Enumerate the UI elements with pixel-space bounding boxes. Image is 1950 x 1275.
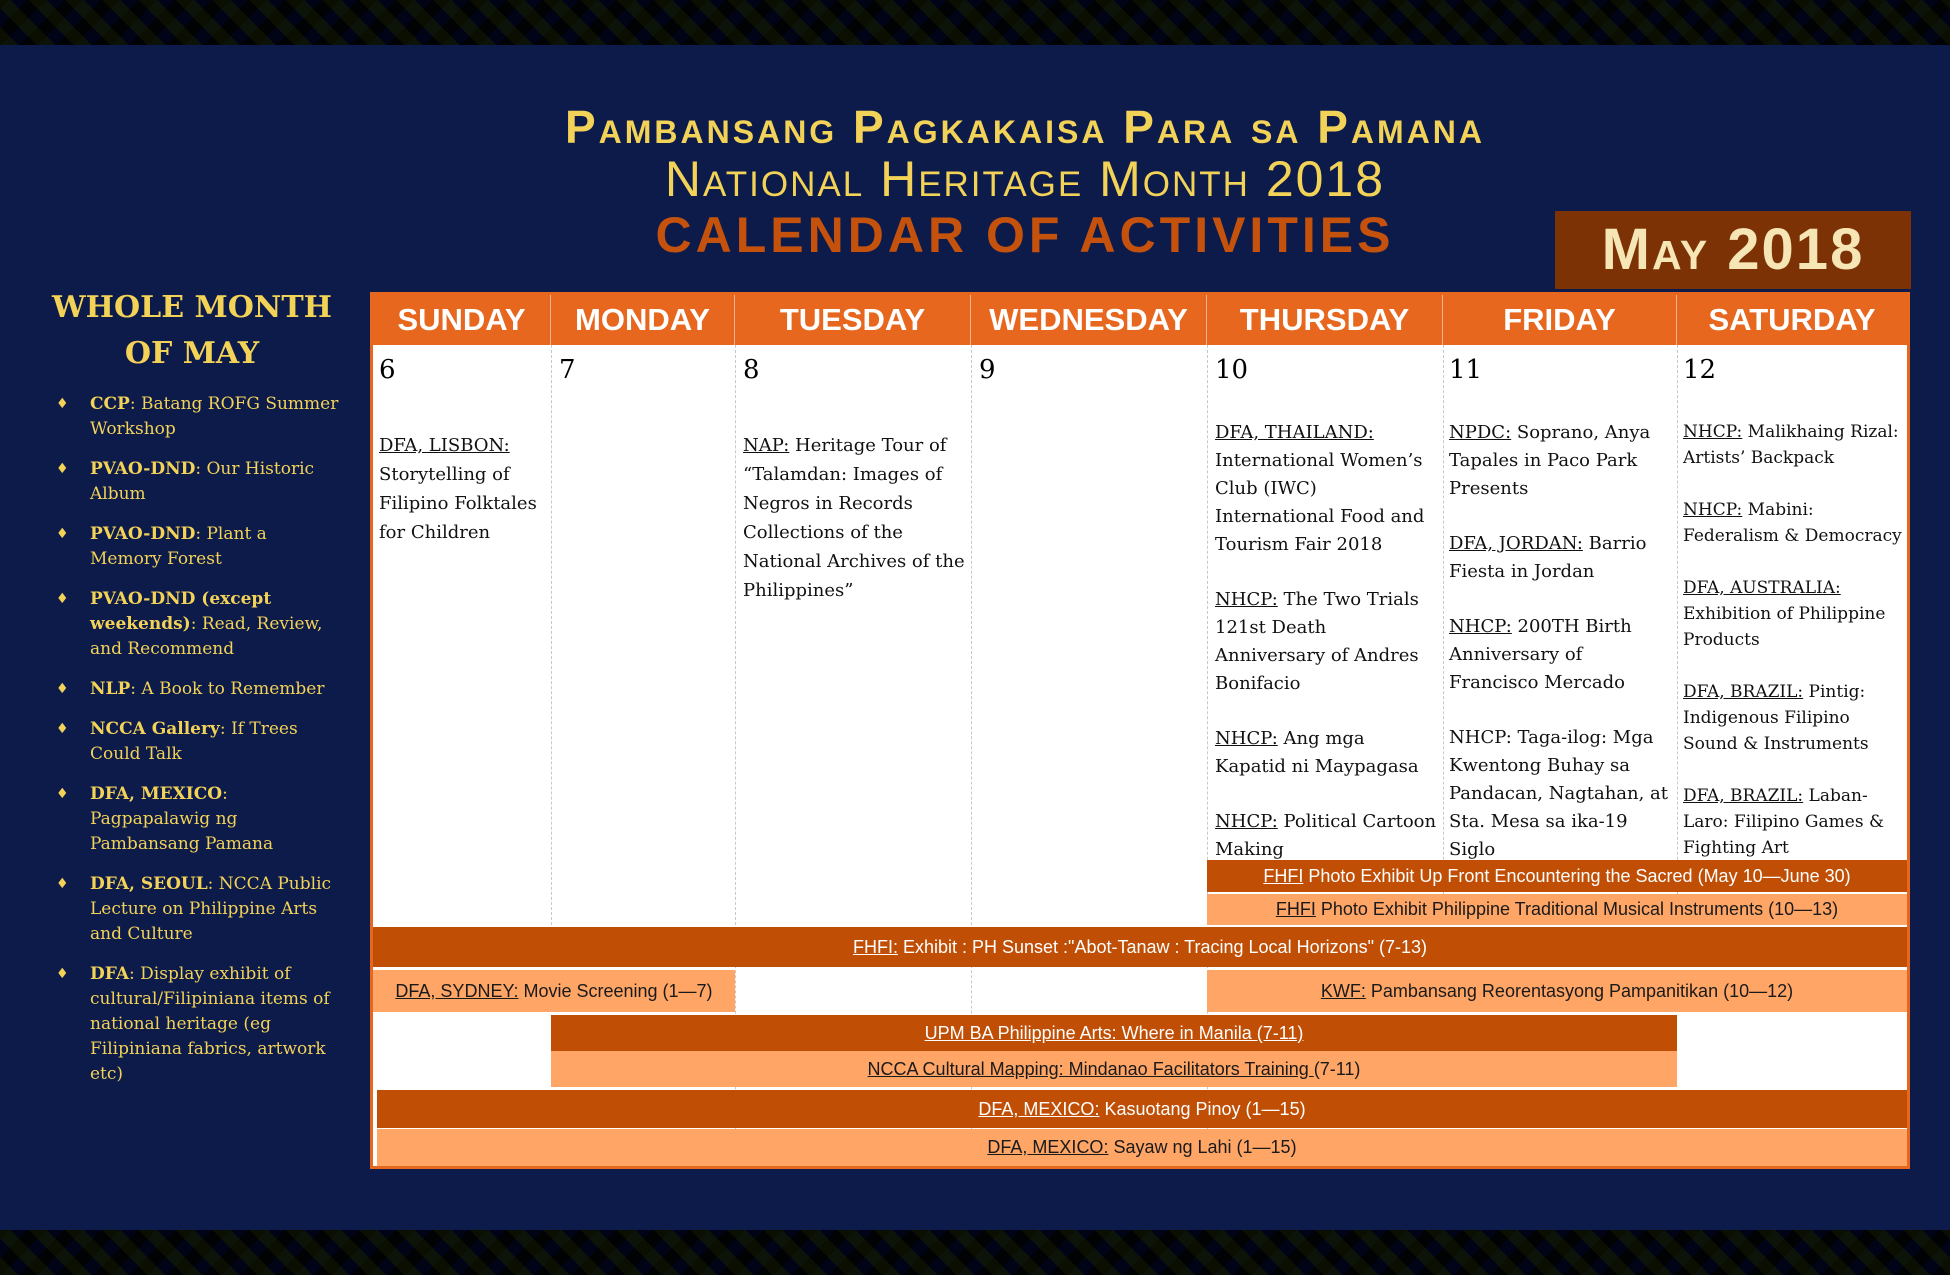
- thursday-events: [1215, 419, 1441, 891]
- date-10: 10: [1215, 355, 1249, 385]
- date-9: 9: [979, 355, 996, 385]
- event-bar-sayaw: DFA, MEXICO: Sayaw ng Lahi (1—15): [377, 1129, 1907, 1166]
- column-divider: [735, 345, 736, 925]
- event-bar-ncca: NCCA Cultural Mapping: Mindanao Facilitators Training (7-11): [551, 1051, 1677, 1087]
- event-item: DFA, THAILAND: International Women’s Club (IWC) International Food and Tourism Fair 2018: [1215, 422, 1425, 555]
- day-header-thursday: THURSDAY: [1207, 295, 1443, 345]
- list-item: ♦ NLP: A Book to Remember: [52, 677, 342, 702]
- calendar-grid: [370, 292, 1910, 1169]
- date-6: 6: [379, 355, 396, 385]
- event-item: NHCP: Ang mga Kapatid ni Maypagasa: [1215, 728, 1419, 777]
- event-item: DFA, BRAZIL: Pintig: Indigenous Filipino Sound & Instruments: [1683, 682, 1869, 754]
- month-label: May 2018: [1555, 211, 1911, 289]
- list-item: ♦ PVAO-DND: Plant a Memory Forest: [52, 522, 342, 572]
- sidebar-title: WHOLE MONTH OF MAY: [51, 290, 332, 371]
- event-item: NHCP: Malikhaing Rizal: Artists’ Backpack: [1683, 422, 1899, 468]
- event-item: NPDC: Soprano, Anya Tapales in Paco Park Presents: [1449, 422, 1651, 499]
- date-8: 8: [743, 355, 760, 385]
- tuesday-events: [743, 431, 969, 632]
- title-filipino: Pambansang Pagkakaisa Para sa Pamana: [564, 101, 1486, 153]
- event-bar-upm: UPM BA Philippine Arts: Where in Manila (7-11): [551, 1015, 1677, 1051]
- sunday-events: [379, 431, 547, 574]
- event-item: NHCP: The Two Trials 121st Death Anniversary of Andres Bonifacio: [1215, 589, 1419, 694]
- list-item: ♦ DFA, SEOUL: NCCA Public Lecture on Philippine Arts and Culture: [52, 872, 342, 947]
- event-bar-sydney: DFA, SYDNEY: Movie Screening (1—7): [373, 970, 735, 1012]
- event-bar-fhfi-sacred: FHFI Photo Exhibit Up Front Encountering the Sacred (May 10—June 30): [1207, 860, 1907, 892]
- event-bar-kasuotang: DFA, MEXICO: Kasuotang Pinoy (1—15): [377, 1090, 1907, 1128]
- list-item: ♦ NCCA Gallery: If Trees Could Talk: [52, 717, 342, 767]
- title-calendar: CALENDAR OF ACTIVITIES: [655, 207, 1395, 263]
- title-english: National Heritage Month 2018: [664, 151, 1386, 207]
- column-divider: [1443, 345, 1444, 925]
- top-pattern-border: [0, 0, 1950, 45]
- list-item: ♦ CCP: Batang ROFG Summer Workshop: [52, 392, 342, 442]
- event-item: DFA, JORDAN: Barrio Fiesta in Jordan: [1449, 533, 1647, 582]
- bottom-pattern-border: [0, 1230, 1950, 1275]
- day-header-sunday: SUNDAY: [373, 295, 551, 345]
- event-item: NHCP: Mabini: Federalism & Democracy: [1683, 500, 1902, 546]
- day-header-monday: MONDAY: [551, 295, 735, 345]
- sidebar-list: [52, 392, 342, 1102]
- list-item: ♦ PVAO-DND: Our Historic Album: [52, 457, 342, 507]
- column-divider: [551, 345, 552, 925]
- friday-events: [1449, 419, 1675, 891]
- day-header-saturday: SATURDAY: [1708, 302, 1876, 337]
- event-item: NAP: Heritage Tour of “Talamdan: Images of Negros in Records Collections of the National Archives of the Philippines”: [743, 435, 965, 601]
- event-item: NHCP: Political Cartoon Making: [1215, 811, 1437, 860]
- event-item: NHCP: Taga-ilog: Mga Kwentong Buhay sa Pandacan, Nagtahan, at Sta. Mesa sa ika-19 Siglo: [1449, 727, 1669, 860]
- event-bar-fhfi-sunset: FHFI: Exhibit : PH Sunset :"Abot-Tanaw : Tracing Local Horizons" (7-13): [373, 927, 1907, 967]
- day-header-friday: FRIDAY: [1443, 295, 1677, 345]
- date-12: 12: [1683, 355, 1717, 385]
- day-header-wednesday: WEDNESDAY: [971, 295, 1207, 345]
- day-header-tuesday: TUESDAY: [735, 295, 971, 345]
- list-item: ♦ DFA, MEXICO: Pagpapalawig ng Pambansang Pamana: [52, 782, 342, 857]
- date-7: 7: [559, 355, 576, 385]
- list-item: ♦ DFA: Display exhibit of cultural/Filipiniana items of national heritage (eg Filipiniana fabrics, artwork etc): [52, 962, 342, 1087]
- column-divider: [1207, 345, 1208, 925]
- column-divider: [1677, 345, 1678, 925]
- event-bar-fhfi-music: FHFI Photo Exhibit Philippine Traditional Musical Instruments (10—13): [1207, 894, 1907, 925]
- column-divider: [971, 345, 972, 925]
- event-item: DFA, LISBON: Storytelling of Filipino Folktales for Children: [379, 435, 537, 543]
- event-item: DFA, BRAZIL: Laban-Laro: Filipino Games & Fighting Art: [1683, 786, 1885, 858]
- list-item: ♦ PVAO-DND (except weekends): Read, Review, and Recommend: [52, 587, 342, 662]
- event-item: DFA, AUSTRALIA: Exhibition of Philippine Products: [1683, 578, 1886, 650]
- event-bar-kwf: KWF: Pambansang Reorentasyong Pampanitikan (10—12): [1207, 970, 1907, 1012]
- weekday-header-row: [373, 295, 1907, 345]
- saturday-events: [1683, 419, 1905, 861]
- event-item: NHCP: 200TH Birth Anniversary of Francisco Mercado: [1449, 616, 1632, 693]
- date-11: 11: [1449, 355, 1483, 385]
